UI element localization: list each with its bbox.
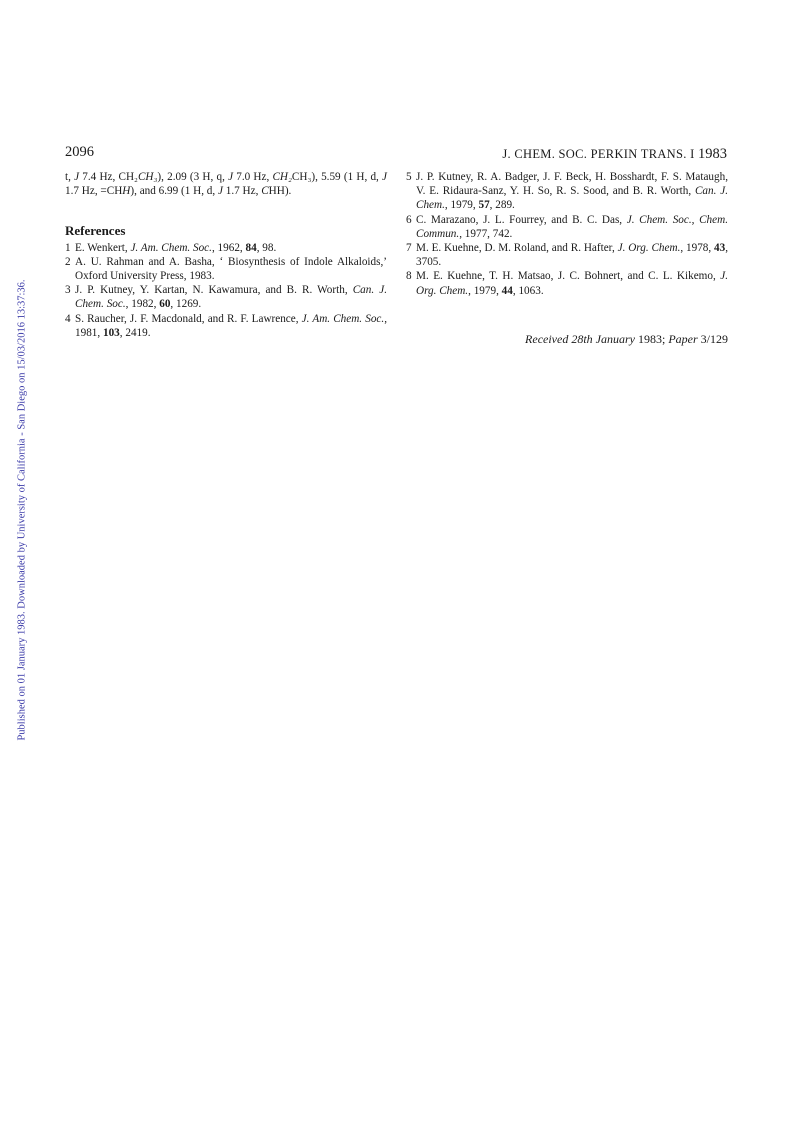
left-column (65, 170, 387, 340)
reference-text: S. Raucher, J. F. Macdonald, and R. F. Lawrence, J. Am. Chem. Soc., 1981, 103, 2419. (75, 312, 387, 339)
journal-header (502, 146, 727, 163)
reference-number: 4 (65, 312, 71, 325)
reference-number: 1 (65, 241, 71, 254)
reference-number: 6 (406, 213, 412, 226)
reference-item (65, 312, 387, 340)
reference-number: 5 (406, 171, 412, 183)
reference-item (65, 241, 387, 255)
reference-text: E. Wenkert, J. Am. Chem. Soc., 1962, 84, 98. (75, 241, 277, 254)
references-heading: References (65, 223, 126, 239)
reference-text: M. E. Kuehne, T. H. Matsao, J. C. Bohnert, and C. L. Kikemo, J. Org. Chem., 1979, 44, 1063. (416, 270, 728, 297)
reference-item (406, 269, 728, 297)
reference-item (406, 213, 728, 241)
reference-text: J. P. Kutney, R. A. Badger, J. F. Beck, H. Bosshardt, F. S. Mataugh, V. E. Ridaura-Sanz, Y. H. So, R. S. Sood, and B. R. Worth, Can. J. Chem., 1979, 57, 289. (416, 171, 728, 212)
page-number: 2096 (65, 144, 94, 160)
download-banner-text: Published on 01 January 1983. Downloaded by University of California - San Diego on 15/03/2016 13:37:36. (16, 279, 28, 741)
reference-text: C. Marazano, J. L. Fourrey, and B. C. Das, J. Chem. Soc., Chem. Commun., 1977, 742. (416, 213, 728, 240)
reference-item (406, 170, 728, 213)
right-column (406, 170, 728, 346)
download-banner (14, 260, 30, 760)
nmr-paragraph: t, J 7.4 Hz, CH₂CH₃), 2.09 (3 H, q, J 7.0 Hz, CH₂CH₃), 5.59 (1 H, d, J 1.7 Hz, =CHH), and 6.99 (1 H, d, J 1.7 Hz, CHH). (65, 171, 387, 198)
journal-year: 1983 (698, 146, 727, 162)
journal-name: J. CHEM. SOC. PERKIN TRANS. I (502, 147, 695, 161)
reference-item (406, 241, 728, 269)
reference-number: 3 (65, 284, 71, 297)
reference-item (65, 255, 387, 283)
reference-text: J. P. Kutney, Y. Kartan, N. Kawamura, and B. R. Worth, Can. J. Chem. Soc., 1982, 60, 1269. (75, 284, 387, 311)
received-line: Received 28th January 1983; Paper 3/129 (525, 331, 728, 346)
reference-number: 7 (406, 242, 412, 255)
reference-number: 2 (65, 255, 71, 268)
reference-item (65, 283, 387, 311)
reference-text: A. U. Rahman and A. Basha, ‘ Biosynthesis of Indole Alkaloids,’ Oxford University Press, 1983. (75, 255, 387, 283)
reference-text: M. E. Kuehne, D. M. Roland, and R. Hafter, J. Org. Chem., 1978, 43, 3705. (416, 242, 729, 269)
reference-number: 8 (406, 270, 412, 283)
